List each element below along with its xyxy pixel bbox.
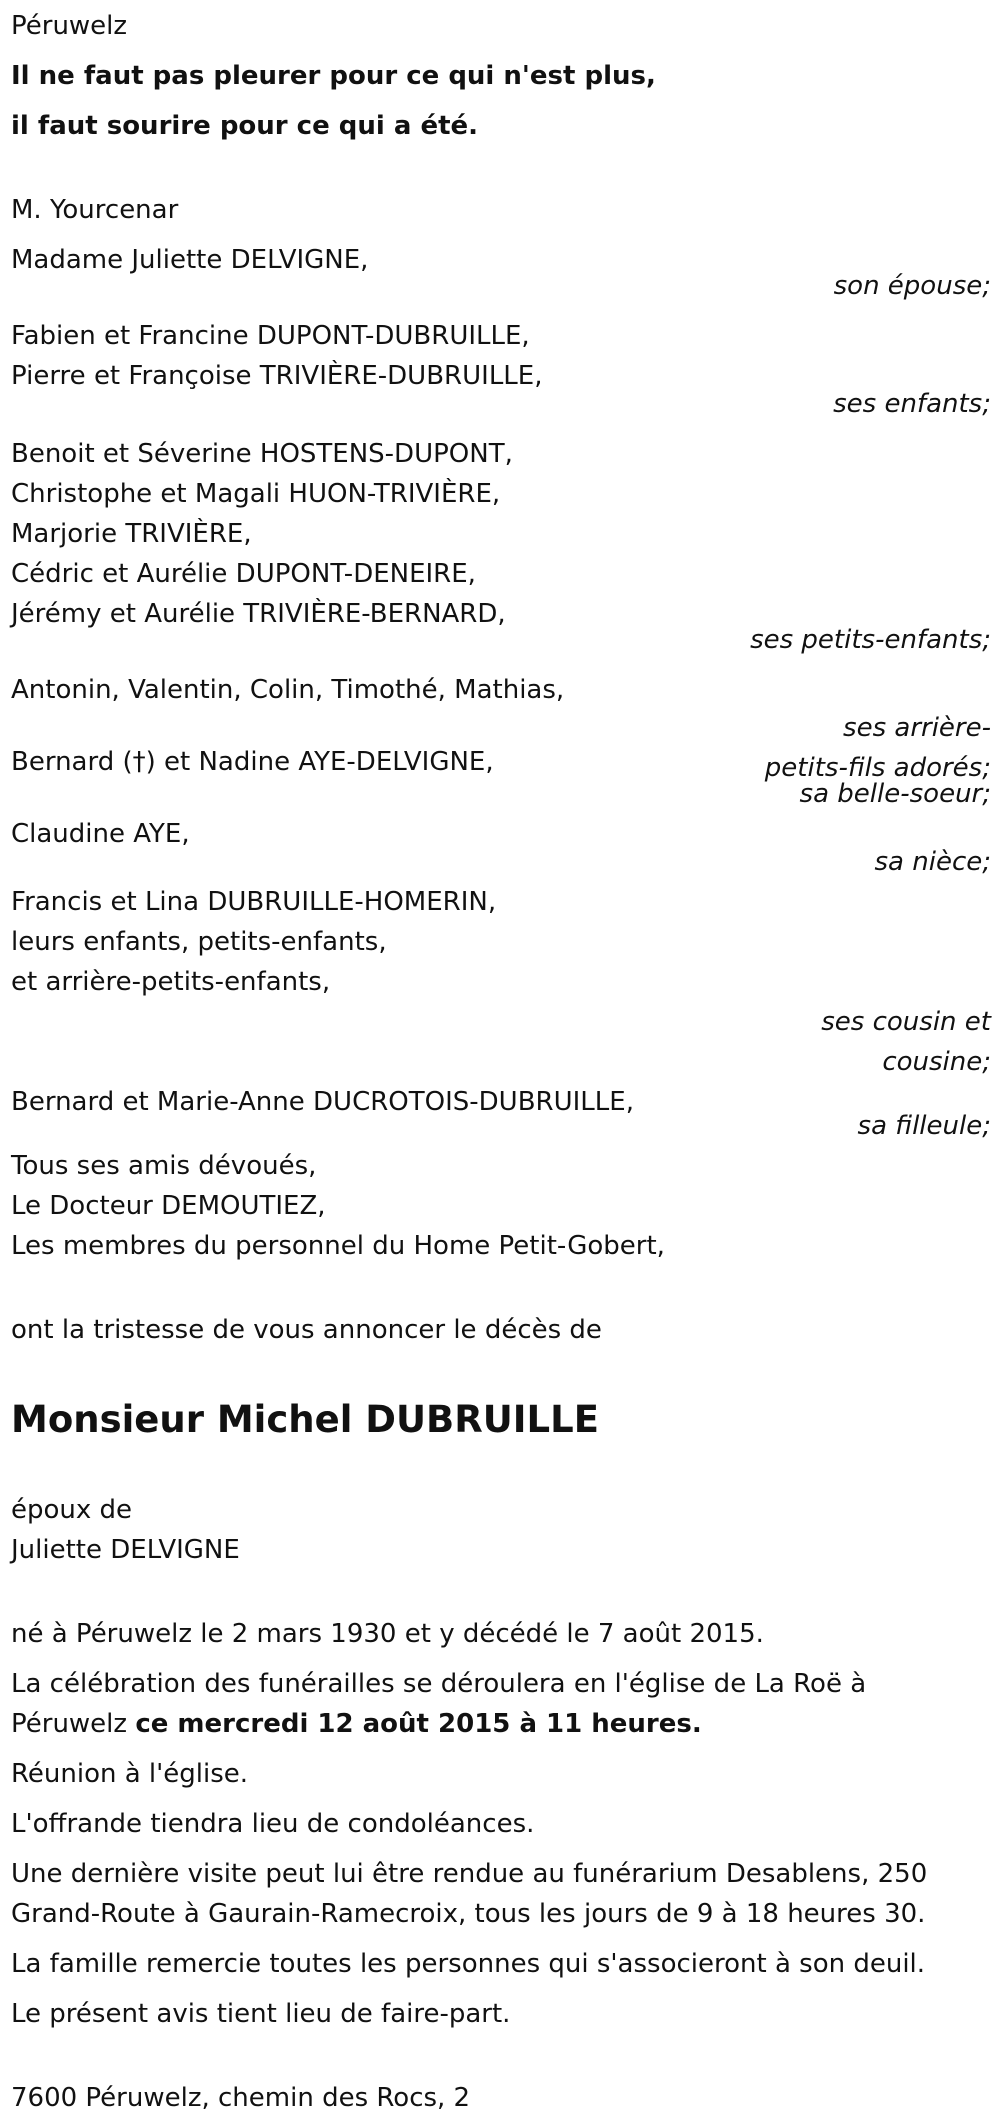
- family-name: Fabien et Francine DUPONT-DUBRUILLE,: [11, 321, 530, 351]
- family-entry-niece: [11, 814, 991, 882]
- funeral-text-line-1: La célébration des funérailles se déroulera en l'église de La Roë à: [11, 1669, 867, 1699]
- quote-author: M. Yourcenar: [11, 195, 179, 225]
- family-role: sa filleule;: [857, 1111, 991, 1141]
- obituary-content: [11, 0, 991, 2118]
- family-name: Bernard et Marie-Anne DUCROTOIS-DUBRUILLE,: [11, 1087, 634, 1117]
- family-role: ses petits-enfants;: [750, 625, 991, 655]
- family-entry-cousins: [11, 882, 991, 1082]
- city-heading: Péruwelz: [11, 11, 128, 41]
- quote-line-1: Il ne faut pas pleurer pour ce qui n'est plus,: [11, 61, 656, 91]
- funeral-place: Péruwelz: [11, 1709, 136, 1739]
- family-name: Bernard (†) et Nadine AYE-DELVIGNE,: [11, 747, 494, 777]
- meeting-text: Réunion à l'église.: [11, 1759, 249, 1789]
- family-role: son épouse;: [833, 271, 991, 301]
- family-role: sa belle-soeur;: [799, 779, 991, 809]
- family-role: petits-fils adorés;: [764, 753, 991, 783]
- funeral-text-line-2: [11, 1704, 991, 1744]
- family-entry-spouse: [11, 240, 991, 306]
- family-name: Christophe et Magali HUON-TRIVIÈRE,: [11, 479, 501, 509]
- family-name: Madame Juliette DELVIGNE,: [11, 245, 369, 275]
- family-name: Tous ses amis dévoués,: [11, 1151, 317, 1181]
- family-role: ses arrière-: [843, 713, 991, 743]
- family-entry-goddaughter: [11, 1082, 991, 1146]
- family-name: Le Docteur DEMOUTIEZ,: [11, 1191, 326, 1221]
- family-name: Claudine AYE,: [11, 819, 190, 849]
- family-name: Cédric et Aurélie DUPONT-DENEIRE,: [11, 559, 476, 589]
- thanks-text: La famille remercie toutes les personnes qui s'associeront à son deuil.: [11, 1949, 926, 1979]
- spouse-label: époux de: [11, 1495, 133, 1525]
- family-role: sa nièce;: [874, 847, 991, 877]
- notice-text: Le présent avis tient lieu de faire-part.: [11, 1999, 511, 2029]
- announcement-text: ont la tristesse de vous annoncer le décès de: [11, 1315, 602, 1345]
- birth-death-text: né à Péruwelz le 2 mars 1930 et y décédé le 7 août 2015.: [11, 1619, 764, 1649]
- family-name: Marjorie TRIVIÈRE,: [11, 519, 252, 549]
- funeral-date-time: ce mercredi 12 août 2015 à 11 heures.: [135, 1709, 702, 1739]
- offering-text: L'offrande tiendra lieu de condoléances.: [11, 1809, 535, 1839]
- family-role: cousine;: [882, 1047, 991, 1077]
- family-name: Les membres du personnel du Home Petit-Gobert,: [11, 1231, 665, 1261]
- spouse-name: Juliette DELVIGNE: [11, 1535, 240, 1565]
- family-role: ses enfants;: [833, 389, 991, 419]
- family-entry-children: [11, 316, 991, 424]
- visit-text-line-2: Grand-Route à Gaurain-Ramecroix, tous les jours de 9 à 18 heures 30.: [11, 1899, 926, 1929]
- family-role: ses cousin et: [821, 1007, 991, 1037]
- address-text: 7600 Péruwelz, chemin des Rocs, 2: [11, 2083, 471, 2113]
- quote-line-2: il faut sourire pour ce qui a été.: [11, 111, 479, 141]
- family-name: Francis et Lina DUBRUILLE-HOMERIN,: [11, 887, 497, 917]
- family-name: Benoit et Séverine HOSTENS-DUPONT,: [11, 439, 513, 469]
- visit-text-line-1: Une dernière visite peut lui être rendue au funérarium Desablens, 250: [11, 1859, 928, 1889]
- deceased-name: Monsieur Michel DUBRUILLE: [11, 1398, 599, 1441]
- family-name: Antonin, Valentin, Colin, Timothé, Mathias,: [11, 675, 565, 705]
- family-name: Jérémy et Aurélie TRIVIÈRE-BERNARD,: [11, 599, 506, 629]
- family-name: leurs enfants, petits-enfants,: [11, 927, 387, 957]
- family-name: Pierre et Françoise TRIVIÈRE-DUBRUILLE,: [11, 361, 543, 391]
- family-name: et arrière-petits-enfants,: [11, 967, 331, 997]
- family-entry-friends: [11, 1146, 991, 1266]
- family-entry-grandchildren: [11, 434, 991, 660]
- family-entry-sister-in-law: [11, 742, 991, 814]
